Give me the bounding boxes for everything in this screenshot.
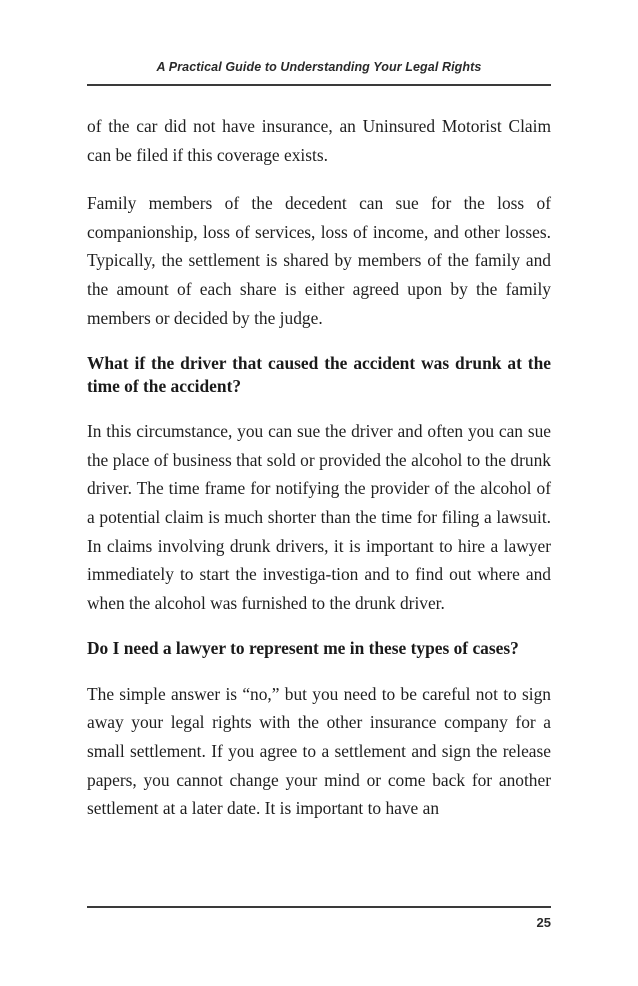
running-header: A Practical Guide to Understanding Your Legal Rights	[156, 60, 482, 74]
heading-need-lawyer: Do I need a lawyer to represent me in these types of cases?	[87, 638, 519, 659]
header-rule	[87, 84, 551, 86]
page-number: 25	[536, 915, 551, 930]
paragraph-family-members: Family members of the decedent can sue for the loss of companionship, loss of services, loss of income, and other losses. Typically, the settlement is shared by members of the family and the amount of each share is either agreed upon by the family members or decided by the judge.	[87, 193, 551, 328]
heading-drunk-driver: What if the driver that caused the accident was drunk at the time of the accident?	[87, 353, 551, 396]
paragraph-need-lawyer: The simple answer is “no,” but you need to be careful not to sign away your legal rights with the other insurance company for a small settlement. If you agree to a settlement and sign the release papers, you cannot change your mind or come back for another settlement at a later date. It is important to have an	[87, 683, 551, 819]
page-body	[87, 112, 551, 823]
footer-rule	[87, 906, 551, 908]
paragraph-uninsured-motorist: of the car did not have insurance, an Uninsured Motorist Claim can be filed if this coverage exists.	[87, 116, 551, 165]
paragraph-drunk-driver: In this circumstance, you can sue the driver and often you can sue the place of business that sold or provided the alcohol to the drunk driver. The time frame for notifying the provider of the alcohol of a potential claim is much shorter than the time for filing a lawsuit. In claims involving drunk drivers, it is important to hire a lawyer immediately to start the investiga-tion and to find out where and when the alcohol was furnished to the drunk driver.	[87, 421, 551, 613]
